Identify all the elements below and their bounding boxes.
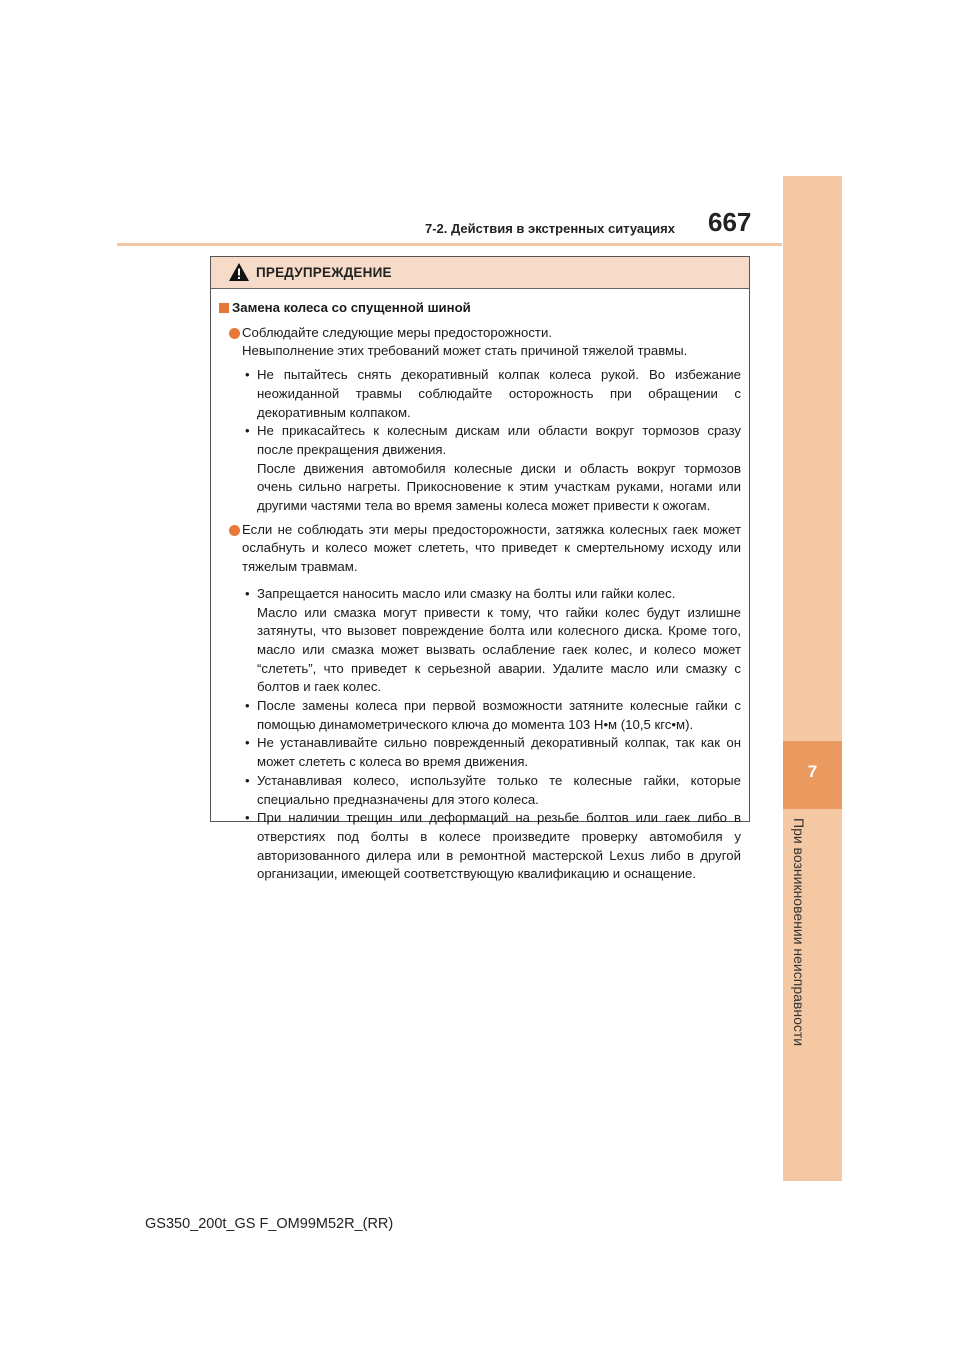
list-item bbox=[218, 697, 741, 734]
list-item bbox=[218, 422, 741, 516]
item-list bbox=[218, 366, 741, 516]
item-marker: • bbox=[245, 585, 250, 601]
section-title: 7-2. Действия в экстренных ситуациях bbox=[425, 221, 675, 236]
subheading bbox=[218, 299, 741, 318]
list-item bbox=[218, 772, 741, 809]
warning-body bbox=[211, 289, 749, 884]
header-divider bbox=[117, 243, 782, 246]
item-text: После замены колеса при первой возможности затяните колесные гайки с помощью динамометрического ключа до момента 103 Н•м (10,5 кгс•м). bbox=[257, 698, 741, 732]
warning-box bbox=[210, 256, 750, 882]
item-marker: • bbox=[245, 772, 250, 788]
warning-triangle-icon bbox=[228, 262, 250, 282]
bullet-point bbox=[218, 324, 741, 361]
chapter-number: 7 bbox=[807, 762, 818, 781]
item-continuation: После движения автомобиля колесные диски и область вокруг тормозов очень сильно нагреты. Прикосновение к этим участкам руками, ногами или другими частями тела во время замены колеса может привести к ожогам. bbox=[257, 460, 741, 514]
item-text: Не прикасайтесь к колесным дискам или области вокруг тормозов сразу после прекращения движения. bbox=[257, 423, 741, 457]
item-text: При наличии трещин или деформаций на резьбе болтов или гаек либо в отверстиях под болты в колесе произведите проверку автомобиля у авторизованного дилера или в ремонтной мастерской Lexus либо в другой организации, имеющей соответствующую квалификацию и оснащение. bbox=[257, 810, 741, 882]
item-text: Не пытайтесь снять декоративный колпак колеса рукой. Во избежание неожиданной травмы соблюдайте осторожность при обращении с декоративным колпаком. bbox=[257, 367, 741, 420]
item-text: Запрещается наносить масло или смазку на болты или гайки колес. bbox=[257, 585, 676, 601]
chapter-title: При возникновении неисправности bbox=[791, 818, 807, 1047]
item-continuation: Масло или смазка могут привести к тому, что гайки колес будут излишне затянуты, что вызовет повреждение болта или колесного диска. Кроме того, масло или смазка может вызвать ослабление гаек колес, и колесо может “слететь”, что приведет к серьезной аварии. Удалите масло или смазку с болтов и гаек колес. bbox=[257, 604, 741, 695]
warning-title: ПРЕДУПРЕЖДЕНИЕ bbox=[256, 265, 392, 280]
list-item bbox=[218, 585, 741, 697]
chapter-number-tab bbox=[783, 741, 842, 809]
item-marker: • bbox=[245, 810, 250, 826]
item-list bbox=[218, 585, 741, 884]
item-marker: • bbox=[245, 423, 250, 439]
page-number: 667 bbox=[708, 207, 752, 237]
item-marker: • bbox=[245, 735, 250, 751]
list-item bbox=[218, 366, 741, 422]
document-code: GS350_200t_GS F_OM99M52R_(RR) bbox=[145, 1216, 394, 1232]
subheading-text: Замена колеса со спущенной шиной bbox=[232, 300, 471, 315]
item-text: Устанавливая колесо, используйте только те колесные гайки, которые специально предназначены для этого колеса. bbox=[257, 772, 741, 807]
bullet-point bbox=[218, 521, 741, 577]
bullet-text: Если не соблюдать эти меры предосторожности, затяжка колесных гаек может ослабнуть и колесо может слететь, что приведет к смертельному исходу или тяжелым травмам. bbox=[242, 521, 741, 575]
bullet-text: Невыполнение этих требований может стать причиной тяжелой травмы. bbox=[242, 343, 688, 359]
bullet-text: Соблюдайте следующие меры предосторожности. bbox=[242, 324, 552, 340]
list-item bbox=[218, 734, 741, 771]
item-marker: • bbox=[245, 698, 250, 714]
circle-bullet-icon bbox=[229, 328, 240, 339]
square-bullet-icon bbox=[219, 303, 229, 313]
list-item bbox=[218, 809, 741, 884]
item-marker: • bbox=[245, 367, 250, 383]
circle-bullet-icon bbox=[229, 525, 240, 536]
item-text: Не устанавливайте сильно поврежденный декоративный колпак, так как он может слететь с колеса во время движения. bbox=[257, 735, 741, 770]
warning-header bbox=[211, 257, 749, 289]
